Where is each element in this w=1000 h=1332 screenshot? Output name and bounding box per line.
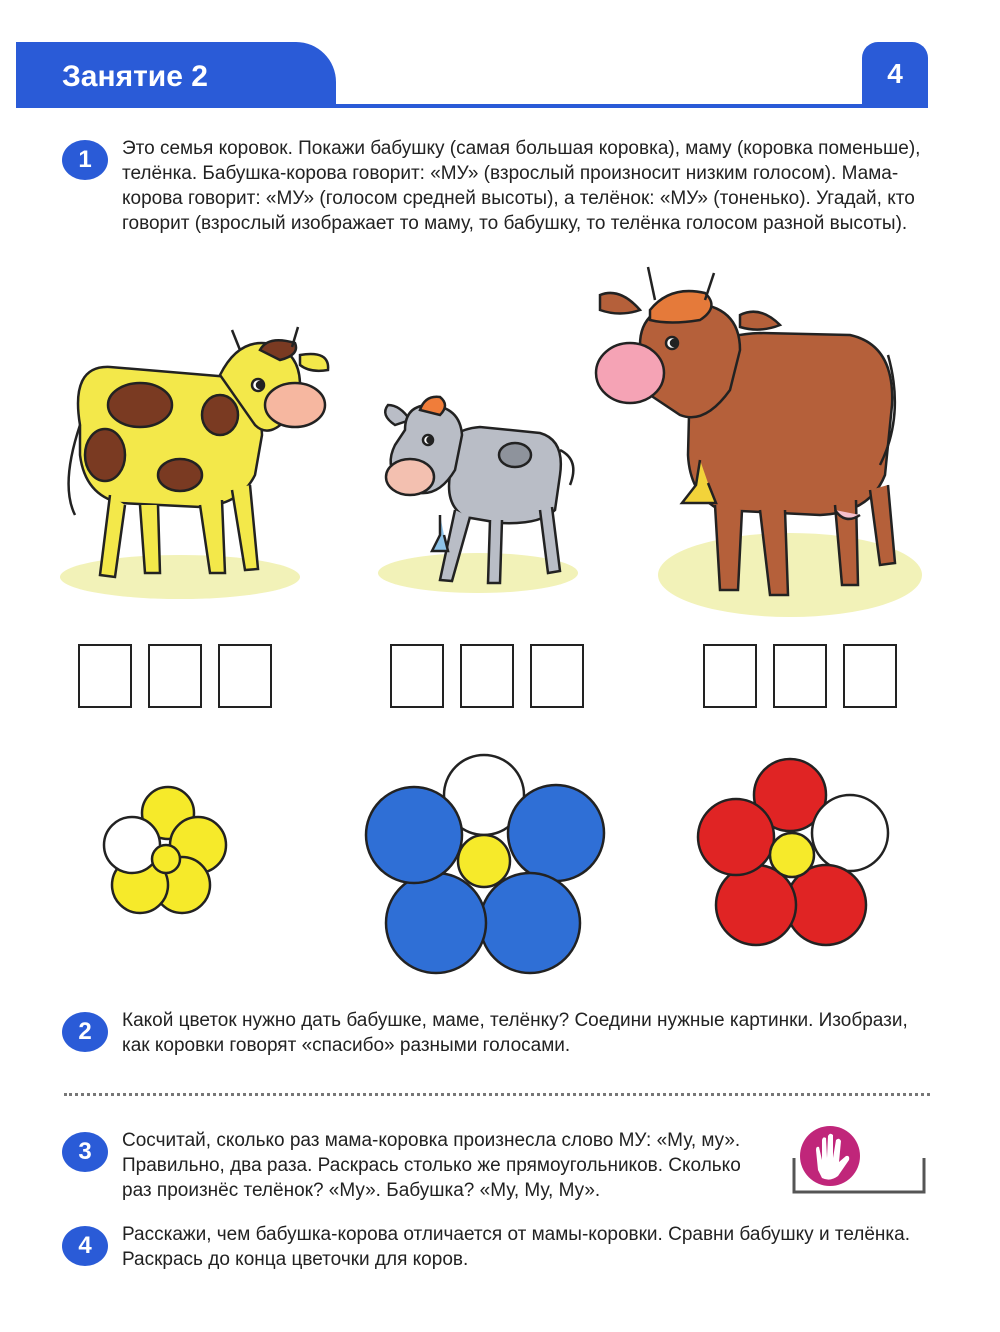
answer-box[interactable] [390, 644, 444, 708]
header-bar [16, 42, 928, 108]
answer-box[interactable] [148, 644, 202, 708]
answer-box[interactable] [773, 644, 827, 708]
task-3-text: Сосчитай, сколько раз мама-коровка произнесла слово МУ: «Му, му». Правильно, два раза. Раскрась столько же прямоугольников. Сколько раз произнёс телёнок? «Му». Бабушка? «Му, Му, Му». [122, 1130, 741, 1201]
mama-answer-boxes [703, 644, 897, 708]
answer-box[interactable] [460, 644, 514, 708]
dotted-divider [64, 1093, 930, 1096]
grandma-cow-shadow [60, 555, 300, 599]
task-2-number: 2 [62, 1012, 108, 1052]
task-1-number: 1 [62, 140, 108, 180]
page-number-box [862, 42, 928, 108]
header-title-box [16, 42, 336, 108]
hand-icon-panel [792, 1120, 928, 1196]
answer-box[interactable] [218, 644, 272, 708]
task-3-number: 3 [62, 1132, 108, 1172]
medium-red-flower [698, 759, 888, 945]
illustration-scene [0, 255, 1000, 995]
page-title: Занятие 2 [62, 60, 208, 93]
calf-answer-boxes [390, 644, 584, 708]
yellow-cow [69, 327, 329, 577]
task-1-text: Это семья коровок. Покажи бабушку (самая большая коровка), маму (коровка поменьше), телёнка. Бабушка-корова говорит: «МУ» (взрослый произносит низким голосом). Мама-корова говорит: «МУ» (голосом средней высоты), а телёнок: «МУ» (тоненько). Угадай, кто говорит (взрослый изображает то маму, то бабушку, то телёнка голосом разной высоты). [122, 138, 921, 234]
answer-box[interactable] [78, 644, 132, 708]
answer-box[interactable] [530, 644, 584, 708]
task-2-text: Какой цветок нужно дать бабушке, маме, телёнку? Соедини нужные картинки. Изобрази, как коровки говорят «спасибо» разными голосами. [122, 1010, 908, 1056]
grandma-answer-boxes [78, 644, 272, 708]
task-4-number: 4 [62, 1226, 108, 1266]
answer-box[interactable] [703, 644, 757, 708]
large-blue-flower [366, 755, 604, 973]
hand-icon [800, 1126, 860, 1186]
answer-box[interactable] [843, 644, 897, 708]
page-number: 4 [887, 58, 903, 89]
small-yellow-flower [104, 787, 226, 913]
task-4-text: Расскажи, чем бабушка-корова отличается от мамы-коровки. Сравни бабушку и телёнка. Раскрась до конца цветочки для коров. [122, 1224, 910, 1270]
